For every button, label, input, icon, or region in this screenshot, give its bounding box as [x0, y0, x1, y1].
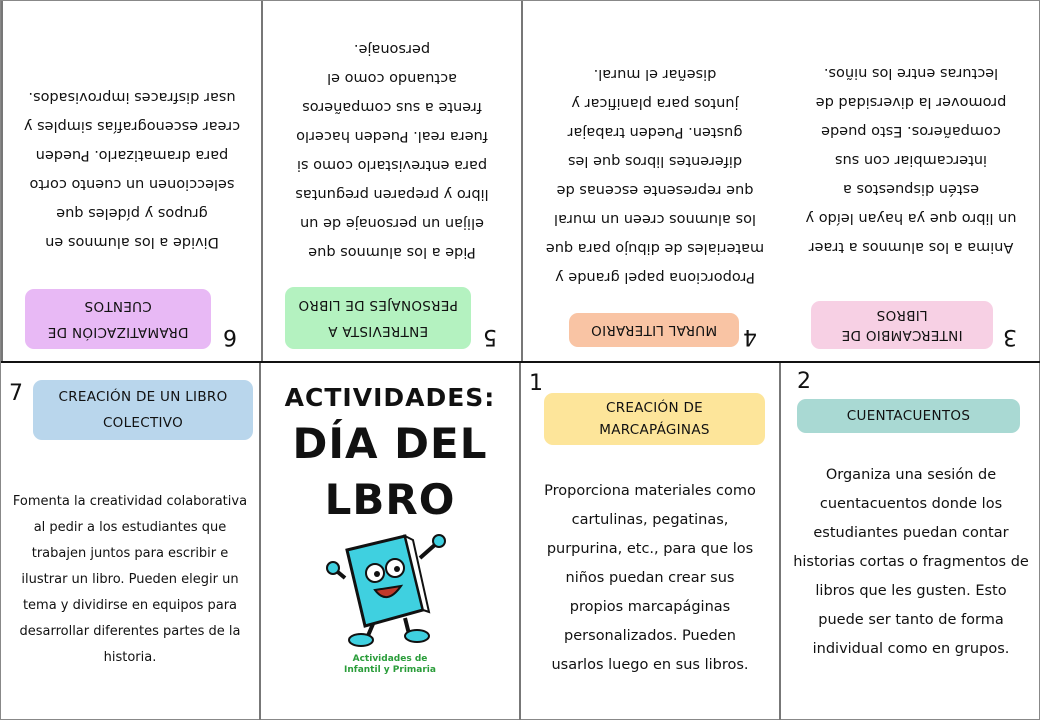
- logo: Actividades de Infantil y Primaria: [344, 654, 436, 675]
- card-3: [781, 1, 1040, 361]
- card-title: CUENTACUENTOS: [797, 399, 1020, 433]
- card-text: Fomenta la creatividad colaborativa al pedir a los estudiantes que trabajen juntos para escribir e ilustrar un libro. Pueden elegir un tema y dividirse en equipos para desarrollar diferentes partes de la historia.: [12, 494, 248, 665]
- card-number: 6: [223, 324, 237, 349]
- cover-title-line1: ACTIVIDADES:: [284, 383, 496, 412]
- card-title: DRAMATIZACIÓN DE CUENTOS: [25, 289, 211, 349]
- card-text: Organiza una sesión de cuentacuentos donde los estudiantes puedan contar historias cortas o fragmentos de libros que les gusten. Esto puede ser tanto de forma individual como en grupos.: [793, 467, 1029, 657]
- card-7: [1, 363, 261, 720]
- book-mascot-icon: [325, 528, 455, 648]
- card-title: MURAL LITERARIO: [569, 313, 739, 347]
- cover-title-line3: LBRO: [324, 475, 456, 524]
- card-number: 4: [743, 324, 757, 349]
- card-title: CREACIÓN DE UN LIBRO COLECTIVO: [33, 380, 253, 440]
- card-text: Proporciona materiales como cartulinas, pegatinas, purpurina, etc., para que los niños puedan crear sus propios marcapáginas personalizados. Pueden usarlos luego en sus libros.: [544, 483, 756, 673]
- card-number: 3: [1003, 324, 1017, 349]
- card-text: Pide a los alumnos que elijan un personaje de un libro y preparen preguntas para entrevistarlo como si fuera real. Pueden hacerlo frente a sus compañeros actuando como el personaje.: [295, 41, 489, 260]
- bottom-row: [1, 361, 1040, 720]
- cover-panel: [261, 363, 521, 720]
- card-title: CREACIÓN DE MARCAPÁGINAS: [544, 393, 765, 445]
- card-text: Anima a los alumnos a traer un libro que ya hayan leído y estén dispuestos a intercambiar con sus compañeros. Esto puede promover la diversidad de lecturas entre los niños.: [805, 65, 1017, 255]
- card-text: Proporciona papel grande y materiales de dibujo para que los alumnos creen un mural que represente escenas de diferentes libros que les gusten. Pueden trabajar juntos para planificar y diseñar el mural.: [545, 66, 765, 285]
- top-row-upside-down: [1, 1, 1040, 361]
- card-title: INTERCAMBIO DE LIBROS: [811, 301, 993, 349]
- card-number: 1: [529, 371, 543, 396]
- card-6: [1, 1, 261, 361]
- card-number: 7: [9, 381, 23, 406]
- card-text: Divide a los alumnos en grupos y pídeles que seleccionen un cuento corto para dramatizarlo. Pueden crear escenografías simples y usar disfraces improvisados.: [23, 89, 241, 250]
- card-title: ENTREVISTA A PERSONAJES DE LIBRO: [285, 287, 471, 349]
- card-5: [261, 1, 521, 361]
- card-number: 5: [483, 324, 497, 349]
- card-1: [521, 363, 781, 720]
- card-number: 2: [797, 369, 811, 394]
- card-2: [781, 363, 1040, 720]
- card-4: [521, 1, 781, 361]
- cover-title-line2: DÍA DEL: [292, 419, 488, 468]
